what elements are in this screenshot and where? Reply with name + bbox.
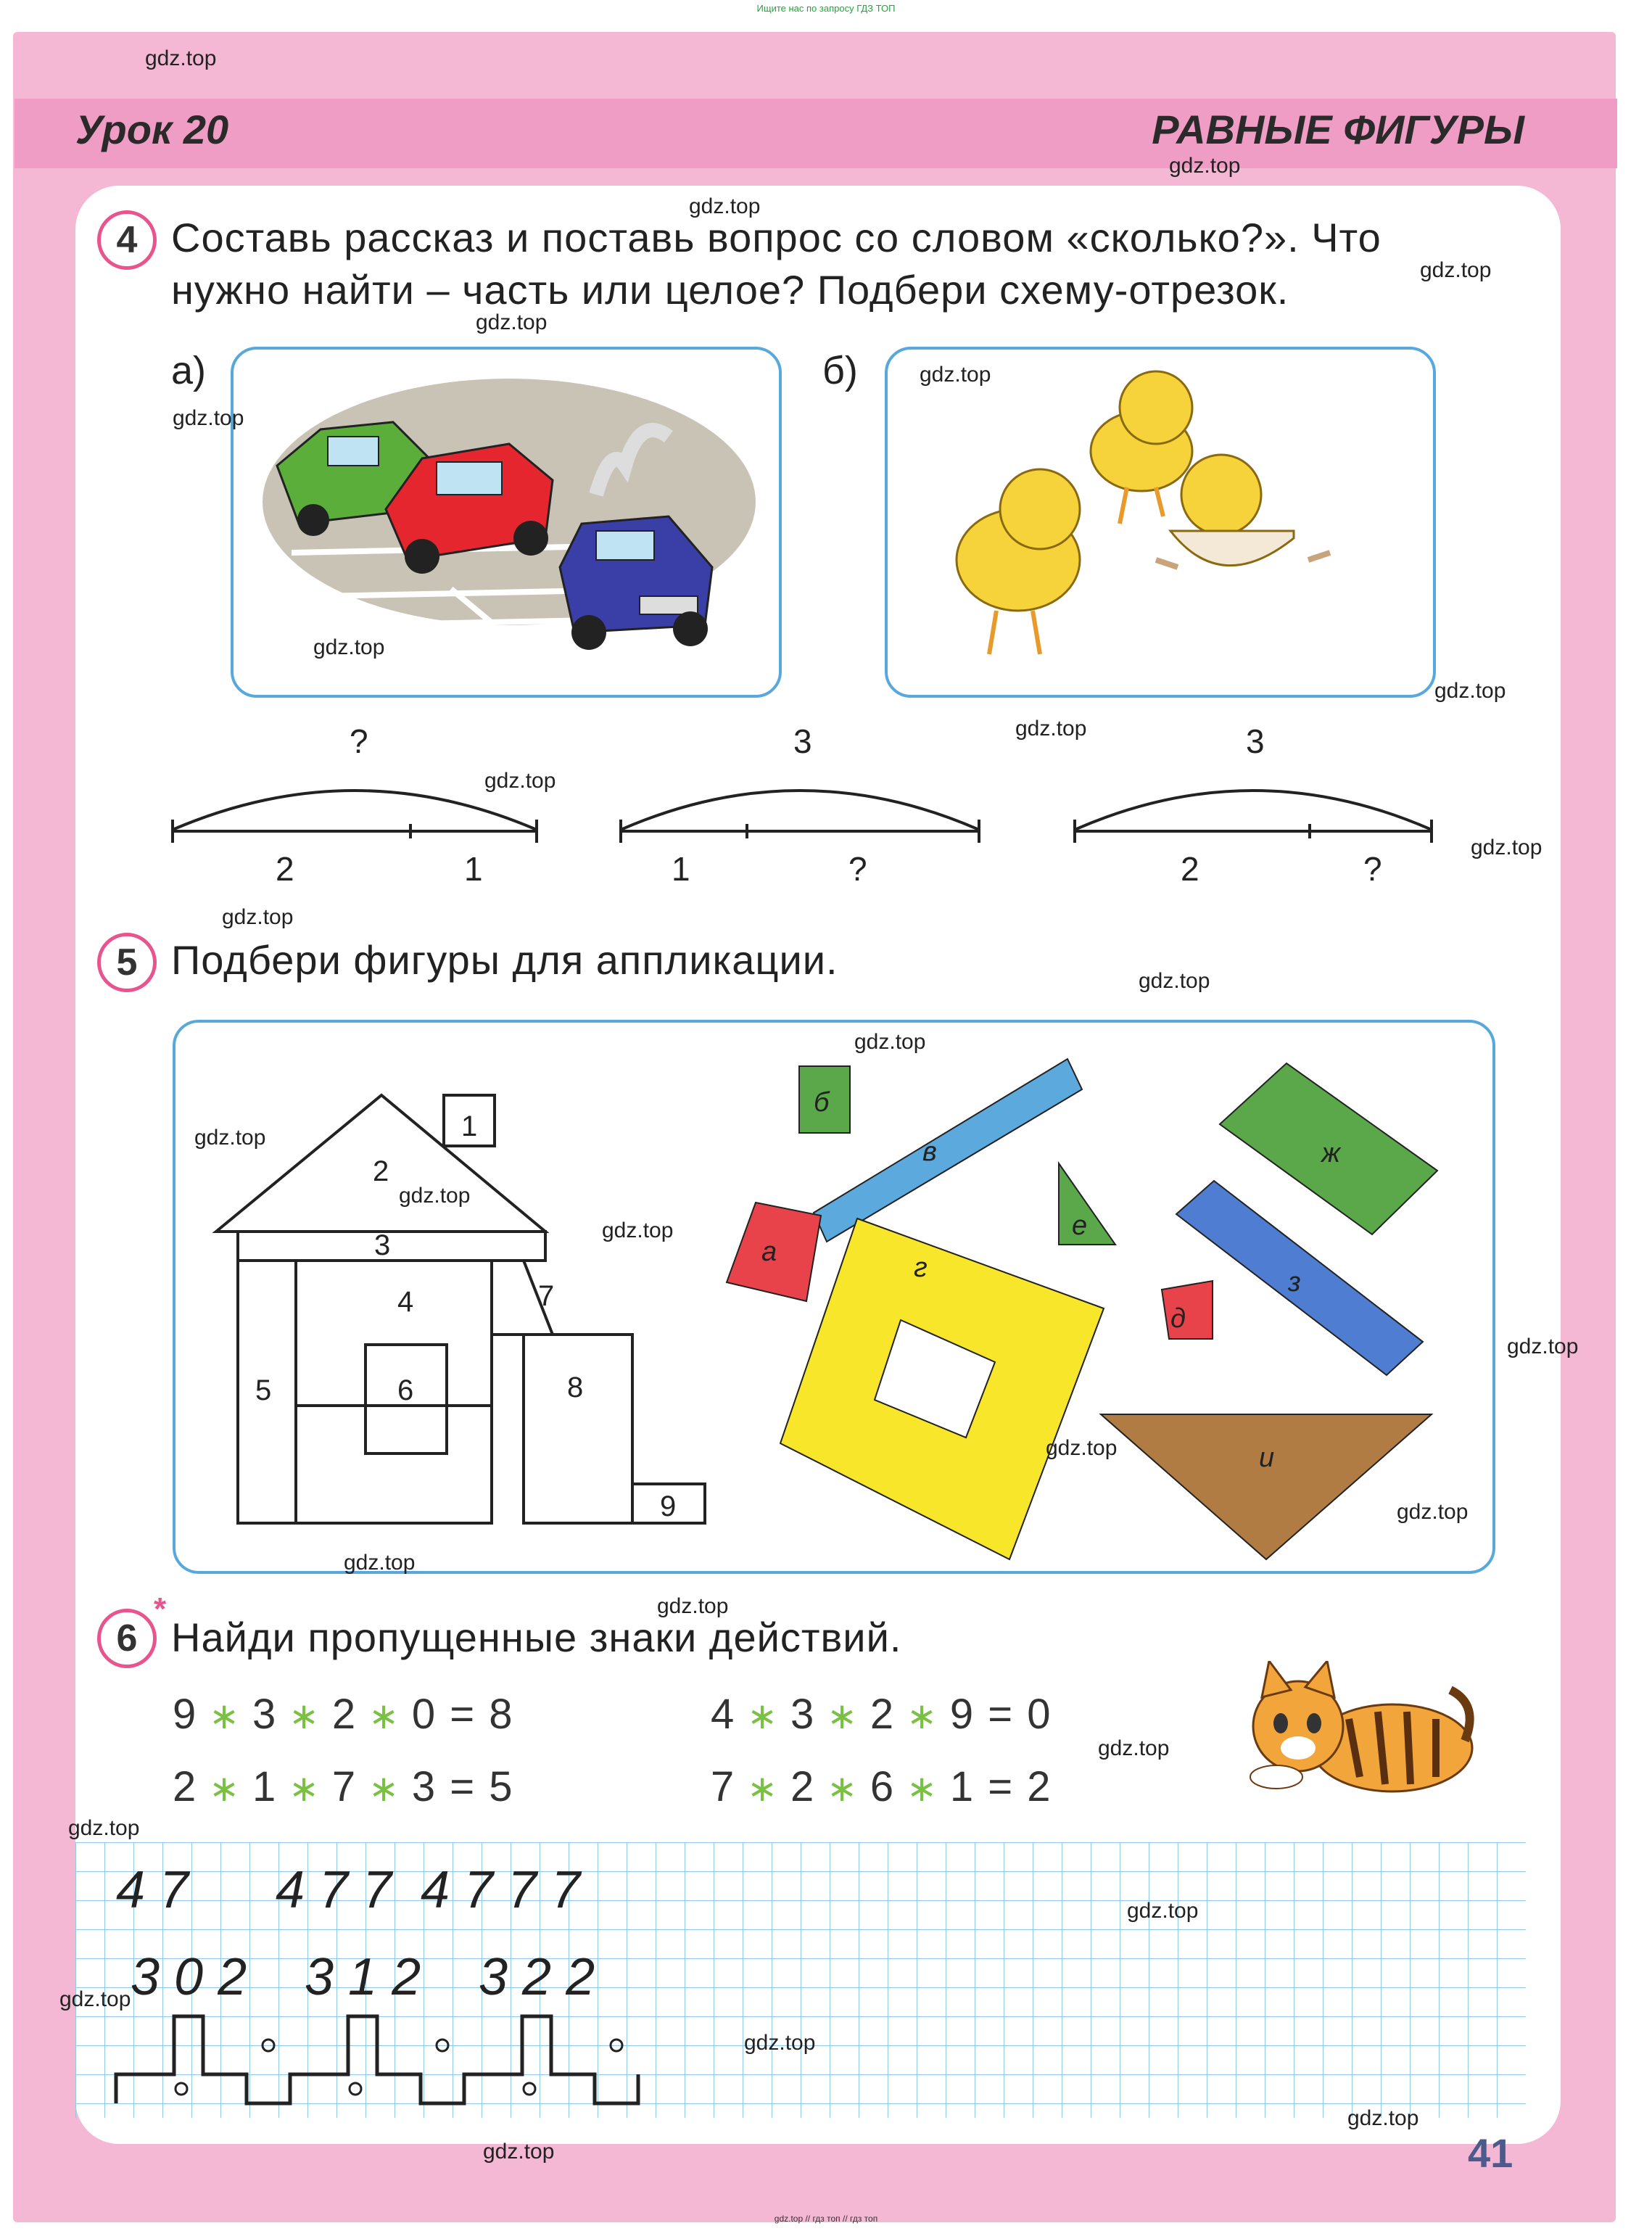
missing-sign-placeholder[interactable]: ∗ [357, 1768, 412, 1809]
missing-sign-placeholder[interactable]: ∗ [197, 1696, 252, 1736]
watermark: gdz.top [657, 1594, 729, 1618]
copy-row1-item2: 4 7 7 [276, 1861, 392, 1919]
bottom-note: gdz.top // гдз топ // гдз топ [774, 2214, 878, 2224]
top-note: Ищите нас по запросу ГДЗ ТОП [756, 3, 896, 14]
piece-b-label: б [814, 1087, 830, 1118]
watermark: gdz.top [194, 1126, 266, 1150]
chicks-illustration [888, 350, 1433, 695]
task4-line1: Составь рассказ и поставь вопрос со словом «сколько?». Что [171, 215, 1382, 260]
watermark: gdz.top [484, 769, 556, 793]
piece-z-label: з [1288, 1267, 1301, 1298]
task6-number: 6 [97, 1609, 157, 1668]
equation-number: 9 [173, 1691, 198, 1738]
piece-d-label: д [1170, 1303, 1186, 1334]
equation-number: 6 [870, 1763, 896, 1810]
watermark: gdz.top [1471, 836, 1542, 859]
copy-row1-item1: 4 7 [116, 1861, 189, 1919]
house-label-8: 8 [567, 1372, 584, 1403]
house-part-4 [296, 1261, 492, 1406]
watermark: gdz.top [222, 905, 294, 929]
task6-text: Найди пропущенные знаки действий. [171, 1615, 902, 1660]
piece-e-label: е [1072, 1211, 1088, 1241]
task5-number: 5 [97, 933, 157, 992]
watermark: gdz.top [1434, 679, 1506, 703]
watermark: gdz.top [476, 310, 548, 334]
equation-number: 9 [949, 1691, 975, 1738]
page-number: 41 [1468, 2130, 1513, 2176]
piece-a-label: а [761, 1237, 777, 1267]
house-part-8 [524, 1335, 632, 1523]
equation-number: 4 [711, 1691, 736, 1738]
equation-number: = 8 [450, 1691, 514, 1738]
equation-number: 2 [790, 1763, 816, 1810]
piece-zh-label: ж [1321, 1138, 1341, 1168]
missing-sign-placeholder[interactable]: ∗ [735, 1696, 790, 1736]
house-label-3: 3 [374, 1229, 391, 1261]
kitten-icon [1233, 1661, 1479, 1806]
equation-number: 2 [173, 1763, 198, 1810]
missing-sign-placeholder[interactable]: ∗ [735, 1768, 790, 1809]
right-equation-2 [711, 1762, 1052, 1811]
equation-number: 3 [411, 1763, 437, 1810]
missing-sign-placeholder[interactable]: ∗ [815, 1768, 870, 1809]
missing-sign-placeholder[interactable]: ∗ [357, 1696, 412, 1736]
scheme-2-top: 3 [793, 722, 812, 760]
shapes-box [173, 1020, 1495, 1574]
equation-number: = 5 [450, 1763, 514, 1810]
right-equation-1 [711, 1690, 1052, 1739]
watermark: gdz.top [344, 1551, 416, 1575]
copy-row2-item1: 3 0 2 [131, 1948, 247, 2006]
house-label-5: 5 [255, 1374, 272, 1406]
scheme-2-left: 1 [672, 850, 690, 888]
equation-number: 3 [252, 1691, 278, 1738]
copy-row2-item2: 3 1 2 [305, 1948, 421, 2006]
scheme-2-right: ? [848, 850, 867, 888]
task5-text: Подбери фигуры для аппликации. [171, 937, 838, 983]
topic-title: РАВНЫЕ ФИГУРЫ [1152, 107, 1524, 152]
left-equation-1 [173, 1690, 514, 1739]
house-label-7: 7 [538, 1280, 555, 1312]
piece-g-label: г [914, 1253, 928, 1283]
scheme-1-top: ? [350, 722, 368, 760]
piece-v-label: в [922, 1137, 937, 1167]
watermark: gdz.top [59, 1987, 131, 2011]
watermark: gdz.top [1507, 1335, 1579, 1358]
watermark: gdz.top [1015, 717, 1087, 741]
left-equation-2 [173, 1762, 514, 1811]
scheme-1 [173, 791, 537, 843]
watermark: gdz.top [744, 2031, 816, 2055]
missing-sign-placeholder[interactable]: ∗ [895, 1768, 950, 1809]
segment-schemes [160, 722, 1465, 896]
chick-icon [1091, 371, 1192, 524]
application-shapes [175, 1023, 1492, 1571]
watermark: gdz.top [68, 1816, 140, 1840]
equation-number: 7 [711, 1763, 736, 1810]
watermark: gdz.top [313, 635, 385, 659]
watermark: gdz.top [1127, 1899, 1199, 1923]
house-part-body-lower [296, 1406, 492, 1523]
watermark: gdz.top [145, 46, 217, 70]
missing-sign-placeholder[interactable]: ∗ [197, 1768, 252, 1809]
copy-row1-item3: 4 7 7 7 [421, 1861, 581, 1919]
watermark: gdz.top [483, 2140, 555, 2164]
equation-number: 0 [411, 1691, 437, 1738]
task6-asterisk: * [154, 1591, 167, 1627]
scheme-3-right: ? [1363, 850, 1382, 888]
house-figure [216, 1095, 705, 1523]
house-label-1: 1 [461, 1110, 478, 1142]
equation-number: 3 [790, 1691, 816, 1738]
scheme-3-top: 3 [1246, 722, 1265, 760]
task4-number: 4 [97, 210, 157, 270]
equation-number: 2 [870, 1691, 896, 1738]
scheme-1-right: 1 [464, 850, 483, 888]
chick-icon [957, 469, 1080, 654]
piece-v [814, 1059, 1082, 1242]
house-label-4: 4 [397, 1286, 414, 1318]
scheme-3 [1075, 791, 1432, 843]
watermark: gdz.top [1098, 1736, 1170, 1760]
chicks-picture [885, 347, 1436, 698]
task4-line2: нужно найти – часть или целое? Подбери схему-отрезок. [171, 267, 1289, 313]
watermark: gdz.top [854, 1030, 926, 1054]
watermark: gdz.top [1046, 1436, 1118, 1460]
task4-label-b: б) [822, 349, 858, 392]
piece-i [1101, 1414, 1432, 1559]
watermark: gdz.top [1420, 258, 1492, 282]
equation-number: = 2 [988, 1763, 1052, 1810]
watermark: gdz.top [602, 1218, 674, 1242]
missing-sign-placeholder[interactable]: ∗ [895, 1696, 950, 1736]
equation-number: 7 [331, 1763, 358, 1810]
watermark: gdz.top [1139, 969, 1210, 993]
piece-d [1162, 1281, 1213, 1339]
house-label-2: 2 [373, 1155, 389, 1187]
watermark: gdz.top [1397, 1500, 1469, 1524]
house-label-6: 6 [397, 1374, 414, 1406]
watermark: gdz.top [689, 194, 761, 218]
watermark: gdz.top [399, 1184, 471, 1208]
piece-i-label: и [1259, 1443, 1275, 1473]
house-part-3 [238, 1232, 545, 1261]
task4-label-a: а) [171, 349, 207, 392]
missing-sign-placeholder[interactable]: ∗ [277, 1696, 332, 1736]
scheme-3-left: 2 [1181, 850, 1199, 888]
watermark: gdz.top [920, 363, 991, 387]
watermark: gdz.top [1347, 2106, 1419, 2130]
scheme-1-left: 2 [276, 850, 294, 888]
watermark: gdz.top [173, 406, 244, 430]
missing-sign-placeholder[interactable]: ∗ [815, 1696, 870, 1736]
equation-number: = 0 [988, 1691, 1052, 1738]
lesson-title: Урок 20 [75, 107, 229, 152]
watermark: gdz.top [1169, 154, 1241, 178]
copybook-grid [75, 1842, 1526, 2118]
house-label-9: 9 [660, 1490, 677, 1522]
equation-number: 2 [331, 1691, 358, 1738]
equation-number: 1 [949, 1763, 975, 1810]
copy-row2-item3: 3 2 2 [479, 1948, 595, 2006]
missing-sign-placeholder[interactable]: ∗ [277, 1768, 332, 1809]
scheme-2 [621, 791, 979, 843]
equation-number: 1 [252, 1763, 278, 1810]
